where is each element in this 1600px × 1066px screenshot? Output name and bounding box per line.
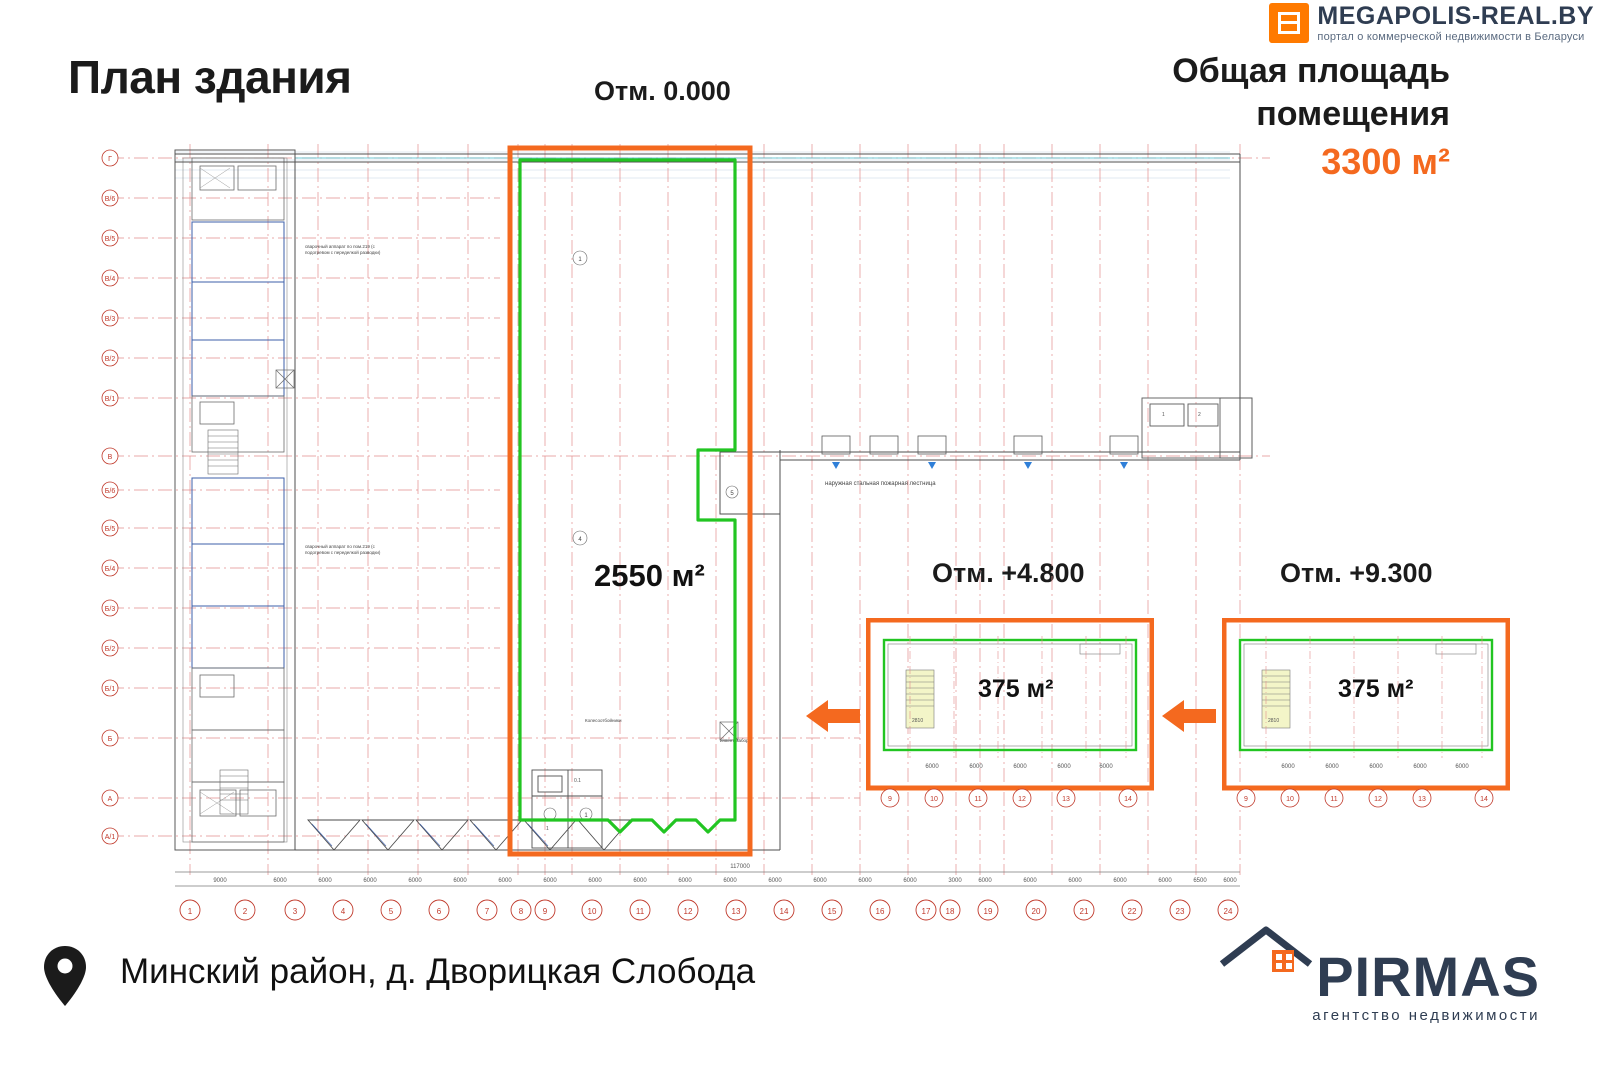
svg-text:6000: 6000 [1099,764,1113,770]
svg-text:9: 9 [542,907,548,916]
svg-text:6: 6 [436,907,442,916]
svg-text:6000: 6000 [969,764,983,770]
svg-text:В/1: В/1 [104,396,116,403]
svg-text:В/3: В/3 [104,316,116,323]
svg-text:12: 12 [683,907,693,916]
svg-text:6000: 6000 [588,878,602,884]
level-9300-area-label: 375 м² [1338,675,1414,703]
svg-text:6000: 6000 [1158,878,1172,884]
svg-text:6000: 6000 [273,878,287,884]
svg-text:3000: 3000 [948,878,962,884]
svg-text:Колесоотбойники: Колесоотбойники [585,718,622,723]
svg-text:9: 9 [1244,796,1248,803]
svg-text:4: 4 [340,907,346,916]
svg-text:6000: 6000 [858,878,872,884]
svg-text:15: 15 [827,907,837,916]
svg-text:6000: 6000 [318,878,332,884]
svg-text:6000: 6000 [408,878,422,884]
svg-text:2: 2 [1198,412,1201,418]
page-title: План здания [68,51,352,103]
svg-text:А: А [107,796,113,803]
svg-text:Б/6: Б/6 [104,488,116,495]
svg-text:сварочный аппарат по пом.219 (: сварочный аппарат по пом.219 (с [305,544,375,549]
svg-text:инвент. забор: инвент. забор [720,738,749,743]
svg-text:2: 2 [242,907,248,916]
svg-text:11: 11 [635,907,645,916]
svg-text:1: 1 [546,826,549,832]
svg-text:В/5: В/5 [104,236,116,243]
svg-text:В/4: В/4 [104,276,116,283]
level-4800-area-label: 375 м² [978,675,1054,703]
svg-text:6500: 6500 [1193,878,1207,884]
floor-plan-drawing [80,130,1320,940]
svg-text:13: 13 [731,907,741,916]
svg-text:В/2: В/2 [104,356,116,363]
svg-text:19: 19 [983,907,993,916]
svg-text:6000: 6000 [1413,764,1427,770]
svg-text:6000: 6000 [498,878,512,884]
svg-text:6000: 6000 [1013,764,1027,770]
level-mark-4800: Отм. +4.800 [932,558,1085,588]
svg-text:11: 11 [1330,796,1338,803]
svg-text:13: 13 [1062,796,1070,803]
svg-text:21: 21 [1079,907,1089,916]
watermark-text [1317,3,1594,43]
svg-text:2810: 2810 [1268,718,1280,724]
svg-text:Б/3: Б/3 [104,606,116,613]
watermark-title: MEGAPOLIS-REAL.BY [1317,2,1594,31]
arrow-left-icon-2 [1162,698,1218,734]
svg-text:9: 9 [888,796,892,803]
svg-text:10: 10 [587,907,597,916]
svg-text:6000: 6000 [903,878,917,884]
svg-text:6000: 6000 [1023,878,1037,884]
svg-text:4: 4 [578,537,582,543]
svg-text:24: 24 [1223,907,1233,916]
agency-tagline: агентство недвижимости [1312,1007,1540,1024]
svg-text:1: 1 [578,257,582,263]
svg-text:10: 10 [930,796,938,803]
svg-text:13: 13 [1418,796,1426,803]
svg-text:8: 8 [518,907,524,916]
svg-text:18: 18 [945,907,955,916]
total-area-value: 3300 м² [1321,141,1450,182]
svg-text:6000: 6000 [363,878,377,884]
svg-text:А/1: А/1 [104,834,116,841]
svg-text:6000: 6000 [1325,764,1339,770]
svg-text:22: 22 [1127,907,1137,916]
svg-text:6000: 6000 [1455,764,1469,770]
svg-text:6000: 6000 [723,878,737,884]
total-area-label-1: Общая площадь [1172,52,1450,90]
svg-text:Б: Б [107,736,113,743]
svg-text:Г: Г [108,156,112,163]
svg-text:7: 7 [484,907,490,916]
svg-text:1: 1 [584,813,588,819]
svg-text:6000: 6000 [813,878,827,884]
svg-text:23: 23 [1175,907,1185,916]
svg-text:Б/5: Б/5 [104,526,116,533]
svg-text:6000: 6000 [453,878,467,884]
main-area-label: 2550 м² [594,558,705,593]
level-mark-9300: Отм. +9.300 [1280,558,1433,588]
svg-text:6000: 6000 [678,878,692,884]
svg-text:14: 14 [779,907,789,916]
svg-text:17: 17 [921,907,931,916]
svg-text:6000: 6000 [1223,878,1237,884]
svg-text:14: 14 [1480,796,1488,803]
svg-text:6000: 6000 [1281,764,1295,770]
svg-text:Б/4: Б/4 [104,566,116,573]
svg-text:6000: 6000 [1068,878,1082,884]
agency-name: PIRMAS [1316,945,1540,1008]
total-area-label-2: помещения [1256,94,1450,133]
svg-text:10: 10 [1286,796,1294,803]
svg-text:16: 16 [875,907,885,916]
svg-text:12: 12 [1018,796,1026,803]
level-mark-main: Отм. 0.000 [594,76,731,106]
property-address: Минский район, д. Дворицкая Слобода [120,952,756,991]
svg-text:Б/1: Б/1 [104,686,116,693]
svg-text:В: В [107,454,113,461]
svg-text:6000: 6000 [1057,764,1071,770]
arrow-left-icon-1 [806,698,862,734]
map-pin-icon [42,944,88,1008]
svg-text:6000: 6000 [1369,764,1383,770]
svg-text:117000: 117000 [730,864,750,870]
svg-text:подогревом с переделкой развод: подогревом с переделкой разводки) [305,250,381,255]
svg-text:0.1: 0.1 [574,778,581,784]
svg-text:5: 5 [388,907,394,916]
svg-text:5: 5 [730,491,734,497]
svg-text:2810: 2810 [912,718,924,724]
level-4800-inset [866,618,1154,808]
svg-text:6000: 6000 [1113,878,1127,884]
svg-text:1: 1 [187,907,193,916]
building-icon [1269,3,1309,43]
svg-text:сварочный аппарат по пом.219 (: сварочный аппарат по пом.219 (с [305,244,375,249]
svg-text:6000: 6000 [768,878,782,884]
svg-text:подогревом с переделкой развод: подогревом с переделкой разводки) [305,550,381,555]
svg-text:3: 3 [292,907,298,916]
svg-text:9000: 9000 [213,878,227,884]
watermark-subtitle: портал о коммерческой недвижимости в Беларуси [1317,30,1585,43]
svg-text:11: 11 [974,796,982,803]
svg-text:6000: 6000 [543,878,557,884]
svg-text:1: 1 [1162,412,1165,418]
svg-text:14: 14 [1124,796,1132,803]
watermark-logo [1265,0,1600,48]
svg-text:6000: 6000 [633,878,647,884]
svg-text:Б/2: Б/2 [104,646,116,653]
svg-text:наружная стальная пожарная лес: наружная стальная пожарная лестница [825,481,936,487]
svg-text:6000: 6000 [925,764,939,770]
agency-logo [1210,916,1540,1026]
svg-text:6000: 6000 [978,878,992,884]
svg-text:12: 12 [1374,796,1382,803]
level-9300-inset [1222,618,1510,808]
svg-text:В/6: В/6 [104,196,116,203]
svg-text:20: 20 [1031,907,1041,916]
